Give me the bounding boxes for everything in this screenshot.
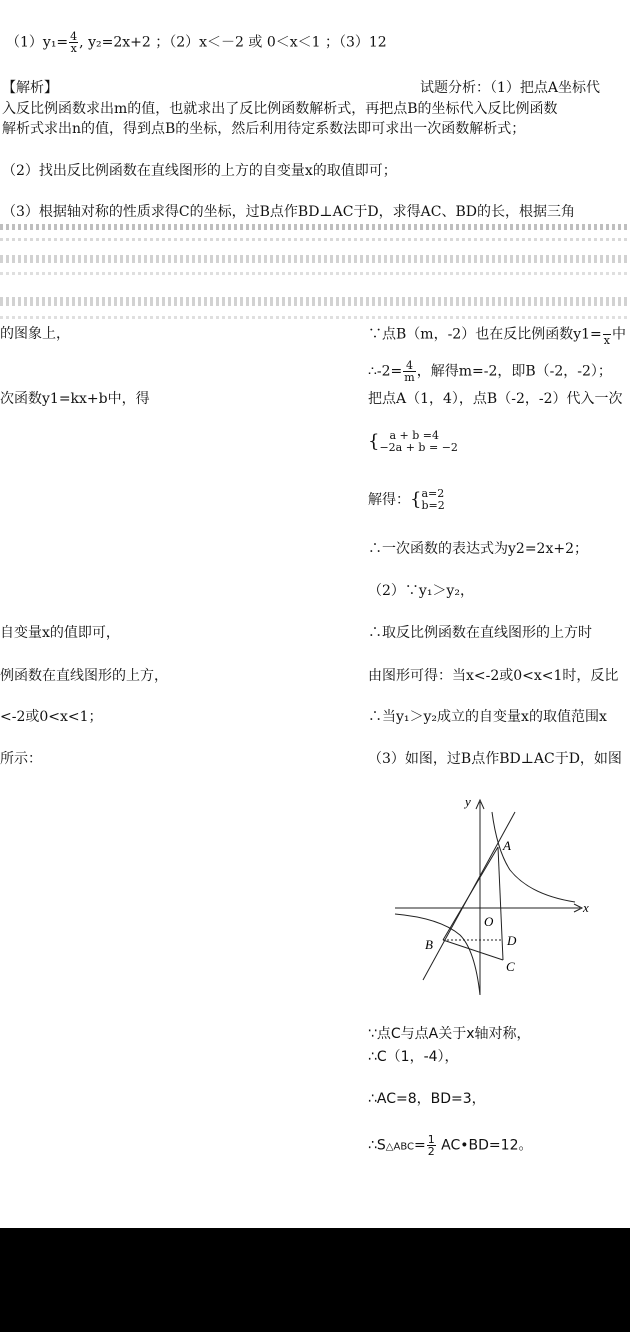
label-y: y — [465, 794, 471, 809]
right-line-2-fraction — [403, 360, 415, 383]
hyperbola-branch-q1 — [492, 812, 575, 902]
fraction-numerator: 1 — [427, 1133, 435, 1146]
function-graph — [385, 790, 595, 1005]
label-a: A — [503, 838, 511, 853]
fraction-numerator: 4 — [70, 30, 78, 43]
right-line-1-fraction — [603, 323, 611, 346]
left-fragment-5: <-2或0<x<1； — [0, 709, 103, 725]
label-d: D — [507, 933, 517, 948]
area-symbol: ∴S — [368, 1137, 386, 1154]
fraction-denominator: x — [70, 42, 77, 55]
answer-fraction — [69, 31, 78, 54]
label-c: C — [506, 959, 515, 974]
noise-band — [0, 255, 630, 263]
noise-band — [0, 238, 630, 241]
right-line-11: ∴C（1，-4）， — [368, 1049, 459, 1065]
analysis-line-5: （3）根据轴对称的性质求得C的坐标，过B点作BD⊥AC于D，求得AC、BD的长，根据三角 — [2, 204, 575, 220]
noise-band — [0, 272, 630, 275]
right-line-13 — [368, 1134, 532, 1157]
fraction-denominator: 2 — [427, 1145, 435, 1158]
analysis-line-3: 解析式求出n的值，得到点B的坐标，然后利用待定系数法即可求出一次函数解析式； — [2, 121, 526, 137]
fraction-denominator: m — [404, 371, 415, 384]
right-line-2-text: ∴-2= — [368, 363, 403, 380]
left-fragment-6: 所示： — [0, 751, 42, 767]
fraction-numerator: 4 — [403, 360, 415, 372]
area-fraction — [427, 1134, 436, 1157]
noise-band — [0, 224, 630, 230]
system-1-lines — [379, 430, 457, 454]
system-2-eq2: b=2 — [421, 499, 445, 512]
solve-label: 解得： — [368, 492, 410, 508]
equals-sign: = — [414, 1137, 426, 1154]
system-2-eq1: a=2 — [421, 487, 445, 500]
left-fragment-3: 自变量x的值即可， — [0, 625, 120, 641]
right-line-2 — [368, 360, 612, 383]
area-result: AC•BD=12。 — [436, 1137, 533, 1154]
label-x: x — [583, 900, 589, 915]
right-line-2-end: ，解得m=-2，即B（-2，-2）； — [416, 363, 612, 380]
left-fragment-4: 例函数在直线图形的上方， — [0, 668, 168, 684]
answer-part1-prefix: （1）y₁= — [6, 34, 69, 51]
system-2-lines — [421, 488, 444, 512]
right-line-1-text: ∵点B（m，-2）也在反比例函数y1= — [368, 326, 602, 343]
right-line-8: ∴当y₁＞y₂成立的自变量x的取值范围x — [368, 709, 607, 725]
right-line-10: ∵点C与点A关于x轴对称， — [368, 1026, 531, 1042]
right-line-9: （3）如图，过B点作BD⊥AC于D，如图 — [368, 751, 622, 767]
equation-system-1 — [368, 430, 458, 454]
area-subscript: △ABC — [385, 1141, 414, 1153]
brace-icon: { — [410, 489, 422, 510]
right-line-7: 由图形可得：当x<-2或0<x<1时，反比 — [368, 668, 619, 684]
right-line-5: （2）∵y₁＞y₂， — [368, 583, 474, 599]
system-1-eq2: −2a + b = −2 — [379, 441, 458, 454]
label-o: O — [484, 914, 494, 929]
brace-icon: { — [368, 431, 380, 452]
analysis-line-4: （2）找出反比例函数在直线图形的上方的自变量x的取值即可； — [2, 163, 397, 179]
fraction-denominator: x — [603, 334, 610, 347]
left-fragment-2: 次函数y1=kx+b中，得 — [0, 391, 150, 407]
analysis-heading: 【解析】 — [2, 80, 58, 96]
right-line-12: ∴AC=8，BD=3， — [368, 1091, 486, 1107]
right-line-1-end: 中 — [611, 326, 626, 343]
solve-line — [368, 488, 445, 512]
right-line-6: ∴取反比例函数在直线图形的上方时 — [368, 625, 592, 641]
right-line-1 — [368, 323, 626, 346]
system-1-eq1: a + b =4 — [389, 429, 439, 442]
noise-band — [0, 297, 630, 306]
analysis-intro: 试题分析：（1）把点A坐标代 — [420, 80, 601, 96]
answer-part1-suffix: , y₂=2x+2 ；（2）x＜－2 或 0＜x＜1 ；（3）12 — [79, 34, 387, 51]
right-line-3: 把点A（1，4），点B（-2，-2）代入一次 — [368, 391, 623, 407]
answer-line — [6, 31, 387, 54]
label-b: B — [425, 937, 433, 952]
right-line-4: ∴一次函数的表达式为y2=2x+2； — [368, 541, 588, 557]
segment-bc — [443, 940, 503, 960]
analysis-line-2: 入反比例函数求出m的值，也就求出了反比例函数解析式，再把点B的坐标代入反比例函数 — [2, 101, 558, 117]
left-fragment-1: 的图象上， — [0, 326, 70, 342]
segment-ac — [498, 847, 503, 960]
noise-band — [0, 316, 630, 319]
bottom-black-bar — [0, 1228, 630, 1332]
